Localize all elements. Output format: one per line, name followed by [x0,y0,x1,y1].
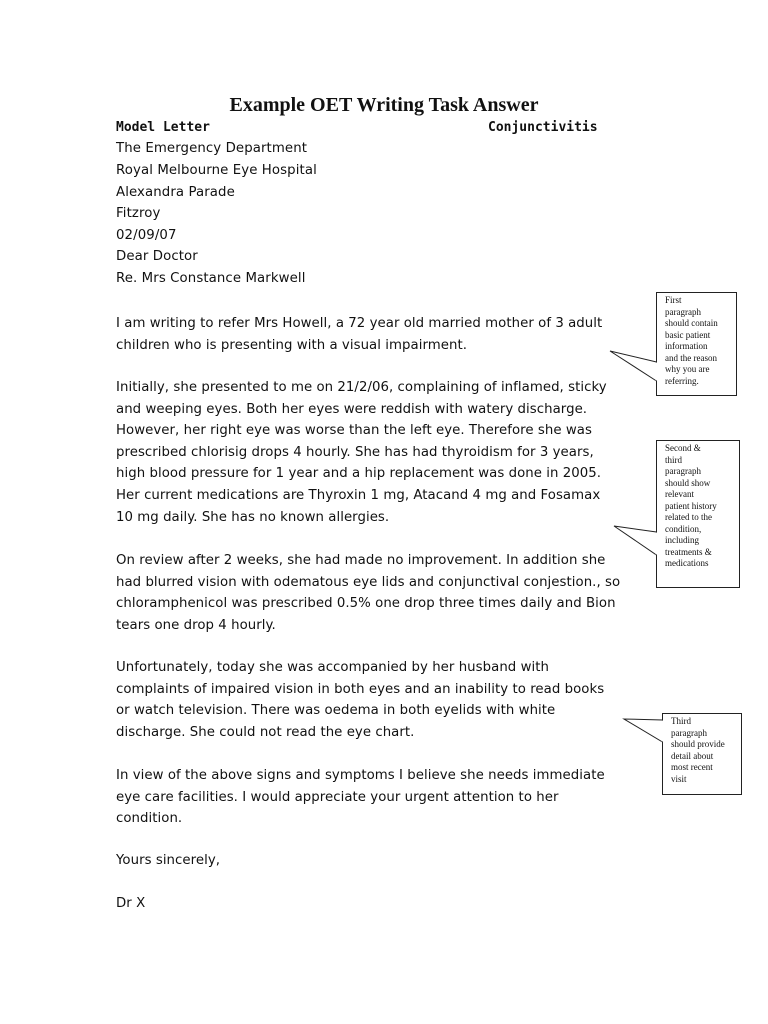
paragraph-history [116,377,656,528]
callout-line: third [665,454,682,465]
callout-line: Third [671,716,691,726]
body-line: Unfortunately, today she was accompanied by her husband with [116,660,549,675]
paragraph-introduction [116,313,656,356]
subject-line: Re. Mrs Constance Markwell [116,271,306,286]
callout-line: why you are [665,364,710,374]
callout-line: should contain [665,318,718,328]
callout-line: basic patient [665,329,711,340]
callout-line: and the reason [665,352,717,363]
callout-line: patient history [665,500,717,511]
callout-line: Second & [665,443,701,453]
address-line: Fitzroy [116,206,161,221]
callout-line: First [665,295,682,305]
address-line: The Emergency Department [116,141,308,156]
callout-line: information [665,341,708,351]
callout-first-paragraph [656,292,737,396]
callout-line: related to the [665,512,712,522]
callout-line: treatments & [665,546,712,557]
body-line: and weeping eyes. Both her eyes were reddish with watery discharge. [116,401,588,417]
body-line: prescribed chlorisig drops 4 hourly. She has had thyroidism for 3 years, [116,444,594,460]
callout-line: most recent [671,762,713,772]
signature-name: Dr X [116,896,146,911]
heading-topic: Conjunctivitis [488,120,598,135]
callout-line: paragraph [671,727,707,738]
callout-second-third-paragraph [656,440,740,588]
body-line: I am writing to refer Mrs Howell, a 72 year old married mother of 3 adult [116,316,603,331]
body-line: However, her right eye was worse than the left eye. Therefore she was [116,423,592,439]
callout-line: should show [665,477,711,488]
letter-date: 02/09/07 [116,228,177,243]
body-line: condition. [116,811,183,827]
body-line: had blurred vision with odematous eye lids and conjunctival conjestion., so [116,574,621,590]
heading-model-letter: Model Letter [116,120,210,135]
body-line: complaints of impaired vision in both eyes and an inability to read books [116,681,605,697]
callout-line: including [665,535,699,545]
paragraph-request [116,765,656,830]
body-line: tears one drop 4 hourly. [116,617,276,633]
body-line: eye care facilities. I would appreciate your urgent attention to her [116,789,559,805]
body-line: discharge. She could not read the eye chart. [116,724,415,740]
salutation: Dear Doctor [116,249,198,264]
body-line: Her current medications are Thyroxin 1 mg, Atacand 4 mg and Fosamax [116,487,601,503]
body-line: children who is presenting with a visual impairment. [116,337,467,353]
address-line: Alexandra Parade [116,185,235,200]
page-title: Example OET Writing Task Answer [229,94,539,116]
body-line: Initially, she presented to me on 21/2/06, complaining of inflamed, sticky [116,380,607,395]
paragraph-review [116,550,656,636]
callout-line: condition, [665,523,702,534]
signature [116,893,656,915]
callout-line: paragraph [665,466,701,476]
callout-line: relevant [665,489,694,499]
callout-line: medications [665,558,709,568]
body-line: or watch television. There was oedema in both eyelids with white [116,703,556,719]
body-line: 10 mg daily. She has no known allergies. [116,509,390,525]
callout-line: paragraph [665,306,701,317]
closing-line: Yours sincerely, [116,853,221,868]
callout-third-paragraph [662,713,742,795]
body-line: high blood pressure for 1 year and a hip replacement was done in 2005. [116,466,602,482]
body-line: chloramphenicol was prescribed 0.5% one drop three times daily and Bion [116,596,616,612]
callout-line: referring. [665,375,699,386]
body-line: On review after 2 weeks, she had made no improvement. In addition she [116,553,606,568]
callout-line: visit [671,773,687,784]
sign-off [116,850,656,872]
callout-line: should provide [671,739,725,749]
body-line: In view of the above signs and symptoms I believe she needs immediate [116,768,605,783]
address-line: Royal Melbourne Eye Hospital [116,163,317,178]
callout-line: detail about [671,750,714,761]
paragraph-recent-visit [116,657,656,743]
